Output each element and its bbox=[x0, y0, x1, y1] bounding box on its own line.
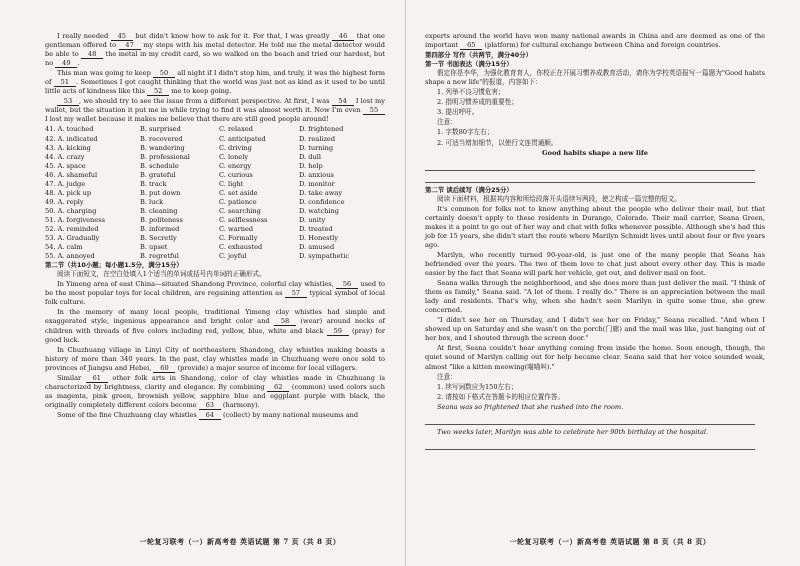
paragraph-2-opener: Two weeks later, Marilyn was able to celebrate her 90th birthday at the hospital. bbox=[437, 427, 709, 436]
option-cell: B. professional bbox=[140, 152, 190, 161]
option-cell: B. politeness bbox=[140, 215, 183, 224]
option-cell: C. joyful bbox=[219, 252, 247, 261]
options-grid bbox=[45, 125, 385, 261]
blank-56[interactable]: 56 bbox=[336, 280, 358, 289]
option-cell: B. cleaning bbox=[140, 206, 178, 215]
option-cell: 54. A. calm bbox=[45, 243, 83, 252]
part-4-title: 第四部分 写作（共两节，满分40分） bbox=[425, 51, 532, 60]
option-cell: 44. A. crazy bbox=[45, 152, 85, 161]
option-cell: C. warned bbox=[219, 224, 254, 233]
option-cell: 47. A. judge bbox=[45, 179, 86, 188]
option-cell: C. selflessness bbox=[219, 215, 268, 224]
writing-notes bbox=[425, 128, 765, 147]
cloze-paragraph: In Chuzhuang village in Linyi City of northeastern Shandong, clay whistles making boasts a history of more than 340 years. In the past, clay whistles made in Chuzhuang were once sold to provinces of Jiangsu and Hebei, 60 (provide) a major source of income for local villagers. bbox=[45, 345, 385, 372]
option-cell: D. dull bbox=[299, 152, 321, 161]
cloze-paragraph: Similar 61 other folk arts in Shandong, color of clay whistles made in Chuzhuang is characterized by brightness, clarity and elegance. By combining 62 (common) used colors such as magenta, pink green, brownish yellow, sapphire blue and eggplant purple with black, the originally completely different colors become 63 (harmony). bbox=[45, 373, 385, 409]
blank-48[interactable]: 48 bbox=[81, 50, 103, 59]
option-cell: C. driving bbox=[219, 143, 252, 152]
option-cell: D. confidence bbox=[299, 197, 345, 206]
passage-paragraph: This man was going to keep 50 all night if I didn't stop him, and truly, it was the highest form of 51 . Sometimes I got caught thinking that the world was just not as kind as it used to be until little acts of kindness like this 52 me to keep going. bbox=[45, 69, 385, 96]
option-cell: 52. A. reminded bbox=[45, 224, 99, 233]
writing-requirements bbox=[425, 88, 765, 117]
option-cell: D. help bbox=[299, 161, 323, 170]
option-cell: B. recovered bbox=[140, 134, 183, 143]
blank-49[interactable]: 49 bbox=[55, 59, 77, 68]
option-cell: 51. A. forgiveness bbox=[45, 215, 105, 224]
page-7-column bbox=[45, 32, 385, 421]
list-item: 3. 提出呼吁。 bbox=[437, 108, 479, 117]
continuation-notes bbox=[425, 383, 765, 402]
blank-59[interactable]: 59 bbox=[327, 327, 349, 336]
paragraph-1-opener: Seana was so frightened that she rushed into the room. bbox=[437, 402, 624, 411]
list-item: Marilyn, who recently turned 90-year-old, is just one of the many people that Seana has befriended over the years. The two of them love to chat just about every other day. This is made easier by the fact that Seana will park her vehicle, get out, and deliver mail on foot. bbox=[425, 250, 765, 278]
option-cell: 48. A. pick up bbox=[45, 188, 92, 197]
writing-section-1-title: 第一节 书面表达（满分15分） bbox=[425, 60, 513, 69]
blank-65[interactable]: 65 bbox=[460, 41, 482, 50]
list-item: "I didn't see her on Thursday, and I didn't see her on Friday," Seana recalled. "And when I showed up on Saturday and she wasn't on the porch(门廊) and the mail was like, just hanging out of her box, and I shouted through the screen door." bbox=[425, 316, 765, 343]
option-cell: 46. A. shameful bbox=[45, 170, 98, 179]
cloze-paragraph: In the memory of many local people, traditional Yimeng clay whistles had simple and exaggerated style, ingenious appearance and bright color and 58 (wear) around necks of children with threads of five colors including red, yellow, blue, white and black 59 (pray) for good luck. bbox=[45, 308, 385, 344]
option-cell: B. Secretly bbox=[140, 234, 177, 243]
option-cell: D. watching bbox=[299, 206, 339, 215]
option-cell: 49. A. reply bbox=[45, 197, 84, 206]
blank-58[interactable]: 58 bbox=[274, 317, 296, 326]
blank-64[interactable]: 64 bbox=[199, 411, 221, 420]
list-item: Seana walks through the neighborhood, and she does more than just deliver the mail. "I think of them as family," Seana said. "A lot of them. I really do." There is an appreciation between the mail lady and residents. That's why, when she hadn't seen Marilyn in quite some time, she grew concerned. bbox=[425, 279, 765, 315]
option-cell: C. patience bbox=[219, 197, 257, 206]
option-cell: D. monitor bbox=[299, 179, 335, 188]
answer-line[interactable] bbox=[425, 438, 755, 450]
blank-57[interactable]: 57 bbox=[285, 289, 307, 298]
option-cell: C. Formally bbox=[219, 234, 258, 243]
option-cell: 53. A. Gradually bbox=[45, 234, 100, 243]
option-cell: C. lonely bbox=[219, 152, 249, 161]
section-2-instructions: 阅读下面短文，在空白处填入1个适当的单词或括号内单词的正确形式。 bbox=[57, 270, 266, 279]
option-cell: B. surprised bbox=[140, 125, 181, 134]
blank-53[interactable]: 53 bbox=[57, 97, 79, 106]
blank-55[interactable]: 55 bbox=[363, 106, 385, 115]
blank-51[interactable]: 51 bbox=[54, 78, 76, 87]
list-item: 1. 列举不良习惯危害； bbox=[437, 88, 505, 97]
option-cell: B. wandering bbox=[140, 143, 185, 152]
option-cell: 43. A. kicking bbox=[45, 143, 91, 152]
writing-prompt: 假定你是李华，为强化教育育人，你校正在开展习惯养成教育活动，请你为学校英语报写一篇题为"Good habits shape a new life"的报道，内容如下： bbox=[425, 69, 765, 87]
option-cell: 55. A. annoyed bbox=[45, 252, 95, 261]
list-item: 2. 指明习惯养成的重要性； bbox=[437, 98, 518, 107]
option-cell: 45. A. space bbox=[45, 161, 86, 170]
option-cell: D. take away bbox=[299, 188, 343, 197]
writing-section-2-title: 第二节 读后续写（满分25分） bbox=[425, 185, 513, 194]
option-cell: C. exhausted bbox=[219, 243, 263, 252]
option-cell: B. upset bbox=[140, 243, 168, 252]
option-cell: D. frightened bbox=[299, 125, 344, 134]
option-cell: C. curious bbox=[219, 170, 253, 179]
option-cell: D. sympathetic bbox=[299, 252, 350, 261]
option-cell: D. treated bbox=[299, 224, 333, 233]
note-label: 注意： bbox=[437, 118, 457, 127]
list-item: 1. 字数80字左右； bbox=[437, 128, 494, 137]
story-text bbox=[425, 205, 765, 372]
continuation-instructions: 阅读下面材料，根据其内容和所给段落开头语续写两段，使之构成一篇完整的短文。 bbox=[437, 194, 681, 203]
blank-47[interactable]: 47 bbox=[119, 41, 141, 50]
page-7-footer: 一轮复习联考（一）新高考卷 英语试题 第 7 页（共 8 页） bbox=[139, 537, 341, 546]
blank-63[interactable]: 63 bbox=[199, 401, 221, 410]
blank-60[interactable]: 60 bbox=[153, 364, 175, 373]
option-cell: D. amused bbox=[299, 243, 335, 252]
option-cell: B. schedule bbox=[140, 161, 179, 170]
answer-line[interactable] bbox=[425, 159, 755, 171]
blank-54[interactable]: 54 bbox=[332, 97, 354, 106]
essay-title: Good habits shape a new life bbox=[541, 148, 649, 157]
option-cell: C. relaxed bbox=[219, 125, 253, 134]
list-item: It's common for folks not to know anything about the people who deliver their mail, but that certainly doesn't apply to these residents in Durango, Colorado. Their mail carrier, Seana Green, makes it a point to go out of her way and chat with folks whenever possible. Although she's had this job for 15 years, she didn't start the route where Marilyn Schmidt lives until about four or five years ago. bbox=[425, 204, 765, 249]
option-cell: D. realized bbox=[299, 134, 336, 143]
option-cell: B. grateful bbox=[140, 170, 176, 179]
option-cell: C. set aside bbox=[219, 188, 258, 197]
option-cell: B. regretful bbox=[140, 252, 179, 261]
option-cell: D. Honestly bbox=[299, 234, 338, 243]
option-cell: C. anticipated bbox=[219, 134, 266, 143]
blank-62[interactable]: 62 bbox=[267, 383, 289, 392]
option-cell: D. turning bbox=[299, 143, 334, 152]
list-item: At first, Seana couldn't hear anything coming from inside the home. Soon enough, though, the quiet sound of Marilyn calling out for help became clear. Seana said that her voice sounded weak, almost "like a kitten meowing(喵喵叫)." bbox=[425, 344, 765, 371]
option-cell: 41. A. touched bbox=[45, 125, 94, 134]
blank-50[interactable]: 50 bbox=[153, 69, 175, 78]
blank-46[interactable]: 46 bbox=[332, 32, 354, 41]
page-8-footer: 一轮复习联考（一）新高考卷 英语试题 第 8 页（共 8 页） bbox=[509, 537, 711, 546]
answer-line[interactable] bbox=[425, 413, 755, 425]
answer-line[interactable] bbox=[425, 171, 755, 183]
cloze-paragraph: In Yimeng area of east China—situated Shandong Province, colorful clay whistles, 56 used to be the most popular toys for local children, are regaining attention as 57 typical symbol of local folk culture. bbox=[45, 280, 385, 307]
blank-52[interactable]: 52 bbox=[147, 87, 169, 96]
page-divider bbox=[405, 0, 406, 566]
cloze-paragraph: Some of the fine Chuzhuang clay whistles 64 (collect) by many national museums and bbox=[57, 410, 359, 419]
option-cell: D. anxious bbox=[299, 170, 334, 179]
option-cell: 50. A. charging bbox=[45, 206, 97, 215]
option-cell: B. put down bbox=[140, 188, 181, 197]
passage-paragraph: 53 , we should try to see the issue from a different perspective. At first, I was 54 I lost my wallet, but the situation it put me in while trying to find it was almost worth it. Now I'm even 55 I lost my wallet because it makes me believe that there are still good people around! bbox=[45, 97, 385, 124]
option-cell: C. light bbox=[219, 179, 244, 188]
note-label: 注意： bbox=[437, 372, 457, 381]
cloze-continuation: experts around the world have won many national awards in China and are deemed as one of the important 65 (platform) for cultural exchange between China and foreign countries. bbox=[425, 32, 765, 50]
list-item: 1. 续写词数应为150左右； bbox=[437, 382, 518, 391]
option-cell: C. energy bbox=[219, 161, 252, 170]
blank-61[interactable]: 61 bbox=[86, 374, 108, 383]
option-cell: C. searching bbox=[219, 206, 261, 215]
option-cell: B. luck bbox=[140, 197, 164, 206]
option-cell: B. track bbox=[140, 179, 167, 188]
list-item: 2. 请按如下格式在答题卡的相应位置作答。 bbox=[437, 392, 565, 401]
option-cell: B. informed bbox=[140, 224, 180, 233]
list-item: 2. 可适当增加细节，以使行文连贯通顺。 bbox=[437, 138, 558, 147]
option-cell: D. unity bbox=[299, 215, 326, 224]
passage-paragraph: I really needed 45 but didn't know how to ask for it. For that, I was greatly 46 that one gentleman offered to 47 my steps with his metal detector. He told me the metal detector would be able to 48 the metal in my credit card, so we walked on the beach and tried our hardest, but no 49 . bbox=[45, 32, 385, 68]
section-2-title: 第二节（共10小题；每小题1.5分，满分15分） bbox=[45, 261, 183, 270]
blank-45[interactable]: 45 bbox=[111, 32, 133, 41]
page-8-column bbox=[425, 32, 765, 450]
option-cell: 42. A. indicated bbox=[45, 134, 98, 143]
